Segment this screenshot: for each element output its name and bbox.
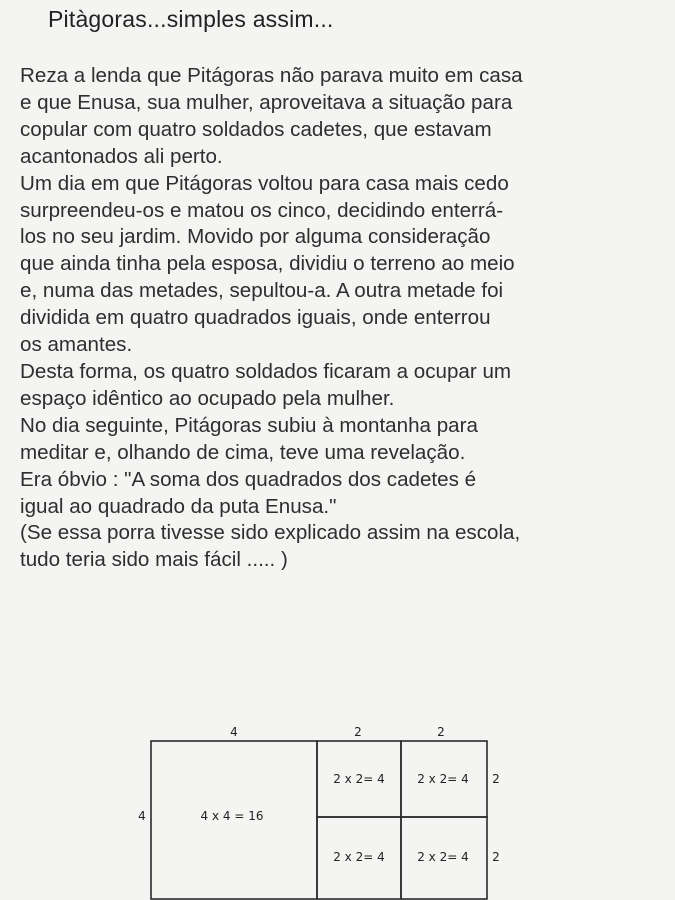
small-square-label-4: 2 x 2= 4 xyxy=(417,850,469,864)
story-line: dividida em quatro quadrados iguais, onde enterrou xyxy=(20,306,491,330)
diagram-svg xyxy=(130,716,520,900)
top-label-small-1: 2 xyxy=(354,725,362,739)
story-line: Era óbvio : "A soma dos quadrados dos cadetes é xyxy=(20,467,477,491)
big-square-label: 4 x 4 = 16 xyxy=(200,809,264,823)
small-square-label-1: 2 x 2= 4 xyxy=(333,772,385,786)
story-line: espaço idêntico ao ocupado pela mulher. xyxy=(20,386,395,410)
story-line: Reza a lenda que Pitágoras não parava muito em casa xyxy=(20,64,523,87)
story-text xyxy=(20,63,660,574)
small-square-label-3: 2 x 2= 4 xyxy=(333,850,385,864)
story-line: que ainda tinha pela esposa, dividiu o terreno ao meio xyxy=(20,252,515,276)
right-label-bottom: 2 xyxy=(492,850,500,864)
story-line: surpreendeu-os e matou os cinco, decidindo enterrá- xyxy=(20,198,504,222)
pythagoras-diagram xyxy=(130,716,520,900)
top-label-big: 4 xyxy=(230,725,238,739)
story-line: acantonados ali perto. xyxy=(20,144,223,168)
story-line: (Se essa porra tivesse sido explicado assim na escola, xyxy=(20,521,521,545)
story-line: copular com quatro soldados cadetes, que estavam xyxy=(20,117,492,141)
story-line: os amantes. xyxy=(20,333,133,357)
story-line: e, numa das metades, sepultou-a. A outra metade foi xyxy=(20,279,504,303)
right-label-top: 2 xyxy=(492,772,500,786)
top-label-small-2: 2 xyxy=(437,725,445,739)
story-line: los no seu jardim. Movido por alguma consideração xyxy=(20,225,491,249)
story-line: Um dia em que Pitágoras voltou para casa mais cedo xyxy=(20,171,509,195)
story-line: meditar e, olhando de cima, teve uma revelação. xyxy=(20,440,466,464)
left-label: 4 xyxy=(138,809,146,823)
story-line: igual ao quadrado da puta Enusa." xyxy=(20,494,337,518)
small-square-label-2: 2 x 2= 4 xyxy=(417,772,469,786)
story-line: e que Enusa, sua mulher, aproveitava a situação para xyxy=(20,90,513,114)
story-line: tudo teria sido mais fácil ..... ) xyxy=(20,548,288,572)
page-title: Pitàgoras...simples assim... xyxy=(48,6,334,32)
story-line: No dia seguinte, Pitágoras subiu à montanha para xyxy=(20,413,478,437)
story-line: Desta forma, os quatro soldados ficaram a ocupar um xyxy=(20,359,512,383)
